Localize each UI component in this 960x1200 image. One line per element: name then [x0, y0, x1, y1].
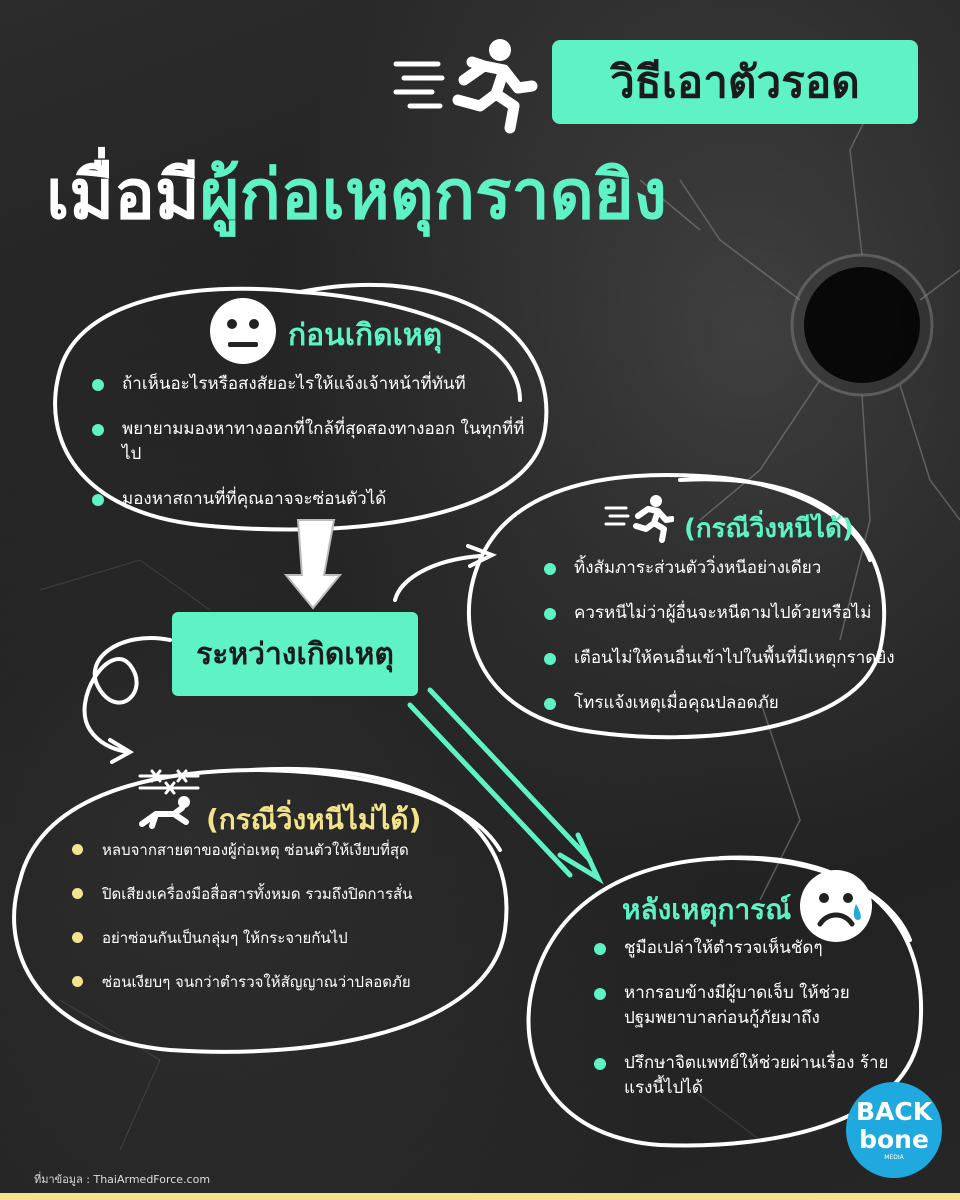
can-escape-heading: (กรณีวิ่งหนีได้): [684, 514, 854, 544]
list-item: ควรหนีไม่ว่าผู้อื่นจะหนีตามไปด้วยหรือไม่: [544, 601, 944, 626]
list-item: หากรอบข้างมีผู้บาดเจ็บ ให้ช่วยปฐมพยาบาลก่อนกู้ภัยมาถึง: [594, 981, 914, 1031]
during-badge: [172, 612, 418, 696]
bottom-bar: [0, 1193, 960, 1200]
list-item: ถ้าเห็นอะไรหรือสงสัยอะไรให้แจ้งเจ้าหน้าที่ทันที: [92, 372, 532, 397]
source-credit: ที่มาข้อมูล : ThaiArmedForce.com: [34, 1173, 211, 1186]
title-line1: วิธีเอาตัวรอด: [610, 57, 860, 108]
list-item: โทรแจ้งเหตุเมื่อคุณปลอดภัย: [544, 691, 944, 716]
running-person-icon: [604, 494, 674, 544]
before-list: [92, 372, 532, 532]
can-escape-list: [544, 556, 944, 736]
list-item: ชูมือเปล่าให้ตำรวจเห็นชัดๆ: [594, 936, 914, 961]
logo-tagline: MEDIA: [884, 1154, 904, 1161]
neutral-face-icon: [208, 296, 278, 366]
logo-line1: BACK: [855, 1097, 933, 1126]
down-arrow-icon: [286, 520, 340, 608]
list-item: ทิ้งสัมภาระส่วนตัววิ่งหนีอย่างเดียว: [544, 556, 944, 581]
logo-line2: bone: [859, 1125, 929, 1154]
after-heading: หลังเหตุการณ์: [622, 893, 792, 926]
cannot-escape-list: [72, 838, 502, 1014]
list-item: อย่าซ่อนกันเป็นกลุ่มๆ ให้กระจายกันไป: [72, 926, 502, 951]
cannot-escape-heading: (กรณีวิ่งหนีไม่ได้): [206, 803, 422, 836]
before-heading: ก่อนเกิดเหตุ: [288, 318, 443, 353]
list-item: ซ่อนเงียบๆ จนกว่าตำรวจให้สัญญาณว่าปลอดภัย: [72, 970, 502, 995]
during-label: ระหว่างเกิดเหตุ: [196, 636, 394, 672]
sad-face-icon: [798, 868, 874, 944]
crawling-person-icon: [134, 768, 204, 830]
list-item: พยายามมองหาทางออกที่ใกล้ที่สุดสองทางออก ในทุกที่ที่ไป: [92, 417, 532, 467]
backbone-logo: [846, 1082, 942, 1178]
list-item: เตือนไม่ให้คนอื่นเข้าไปในพื้นที่มีเหตุกราดยิง: [544, 646, 944, 671]
list-item: ปรึกษาจิตแพทย์ให้ช่วยผ่านเรื่อง ร้ายแรงนี้ไปได้: [594, 1051, 914, 1101]
title-line2-mint: ผู้ก่อเหตุกราดยิง: [199, 156, 667, 235]
list-item: มองหาสถานที่ที่คุณอาจจะซ่อนตัวได้: [92, 487, 532, 512]
title-line2-white: เมื่อมี: [46, 156, 200, 235]
list-item: หลบจากสายตาของผู้ก่อเหตุ ซ่อนตัวให้เงียบที่สุด: [72, 838, 502, 863]
list-item: ปิดเสียงเครื่องมือสื่อสารทั้งหมด รวมถึงปิดการสั่น: [72, 882, 502, 907]
